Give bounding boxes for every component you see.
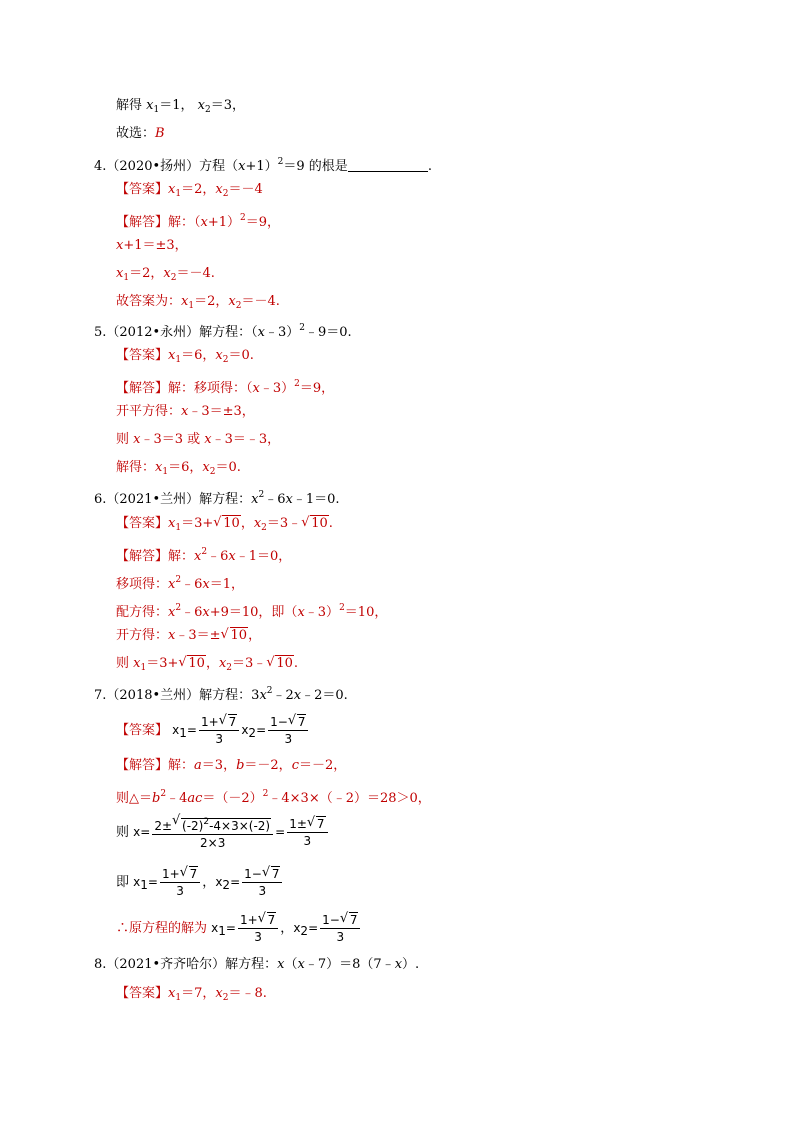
p6-stem: 6.（2021•兰州）解方程：$x^2﹣6x﹣1=0$.	[94, 490, 340, 507]
p6-solution-line-4: 开方得：x﹣3＝± √ 10，	[116, 626, 261, 646]
p5-solution-line-1: 【解答】解：移项得：（x﹣3）$^2$＝9，	[116, 379, 335, 396]
sqrt-symbol: √ 10	[178, 655, 205, 671]
p8-answer: 【答案】$x_1=7$，$x_2=﹣8$.	[116, 986, 267, 1003]
p8-stem: 8.（2021•齐齐哈尔）解方程：x（x﹣7）＝8（7﹣x）.	[94, 957, 420, 972]
sqrt-symbol: √ 10	[213, 515, 240, 531]
p4-solution-line-2: x+1＝±3，	[116, 238, 188, 253]
answer-tag: 【答案】	[116, 723, 169, 738]
p7-solution-line-5: ∴原方程的解为 $x_1=$ 1+ √ 7 3 ，$x_2=$ 1− √ 7 3	[116, 908, 362, 948]
p5-solution-line-4: 解得：$x_1=6$，$x_2=0$.	[116, 460, 241, 477]
fraction: 1− √ 7 3	[242, 866, 282, 899]
p6-solution-line-5: 则 $x_1=3+$ √ 10，$x_2=3﹣$ √ 10.	[116, 655, 298, 673]
sqrt-symbol: √ 10	[220, 627, 248, 643]
p4-solution-line-3: $x_1=2$，$x_2=-4$.	[116, 266, 215, 283]
p6-solution-line-2: 移项得：$x^2﹣6x=1$，	[116, 575, 244, 592]
answer-tag: 【答案】	[116, 348, 169, 363]
fraction: 1+ √ 7 3	[160, 866, 200, 899]
answer-blank	[348, 157, 428, 172]
p6-solution-line-3: 配方得：$x^2﹣6x+9=10$，即（x﹣3）$^2$＝10，	[116, 603, 388, 620]
p5-stem: 5.（2012•永州）解方程：（x﹣3）$^2$﹣9＝0.	[94, 323, 352, 340]
fraction: 1+ √ 7 3	[238, 912, 278, 945]
fraction: 1+ √ 7 3	[199, 714, 239, 747]
solution-tag: 【解答】	[116, 215, 169, 230]
fraction: 1− √ 7 3	[320, 912, 360, 945]
p3-solve-line: 解得 $x_1=1$， $x_2=3$，	[116, 98, 245, 115]
p7-stem: 7.（2018•兰州）解方程：$3x^2﹣2x﹣2=0$.	[94, 686, 348, 703]
p5-answer: 【答案】$x_1=6$，$x_2=0$.	[116, 348, 254, 365]
answer-tag: 【答案】	[116, 986, 169, 1001]
sqrt-symbol: √ 10	[301, 515, 328, 531]
p4-stem: 4.（2020•扬州）方程$(x+1)^2=9$ 的根是 .	[94, 157, 432, 174]
solution-tag: 【解答】	[116, 758, 169, 773]
solution-tag: 【解答】	[116, 381, 169, 396]
p4-solution-line-1: 【解答】解：$(x+1)^2=9$，	[116, 213, 281, 230]
p5-solution-line-3: 则 x﹣3＝3 或 x﹣3＝﹣3，	[116, 432, 281, 447]
answer-tag: 【答案】	[116, 182, 169, 197]
p4-answer: 【答案】$x_1=2$，$x_2=-4$	[116, 182, 263, 199]
answer-tag: 【答案】	[116, 516, 169, 531]
fraction: 1± √ 7 3	[287, 816, 327, 849]
p7-answer: 【答案】 $x_1=$ 1+ √ 7 3 $x_2=$ 1− √ 7 3	[116, 712, 310, 748]
p3-choice-line: 故选：B	[116, 126, 165, 141]
p7-solution-line-2: 则$\triangle=b^2﹣4ac=(-2)^2﹣4\times 3\times(﹣2)=28>0$，	[116, 789, 431, 806]
fraction: 1− √ 7 3	[268, 714, 308, 747]
p7-solution-line-3: 则 x= 2± √ $(-2)^2-4\times 3\times(-2)$ 2×3 = 1± √ 7 3	[116, 812, 330, 852]
solution-tag: 【解答】	[116, 549, 169, 564]
p7-solution-line-4: 即 $x_1=$ 1+ √ 7 3 ，$x_2=$ 1− √ 7 3	[116, 862, 284, 902]
p5-solution-line-2: 开平方得：x﹣3＝±3，	[116, 404, 255, 419]
fraction: 2± √ $(-2)^2-4\times 3\times(-2)$ 2×3	[152, 814, 273, 851]
p4-solution-line-4: 故答案为：$x_1=2$，$x_2=-4$.	[116, 294, 280, 311]
sqrt-symbol: √ 10	[266, 655, 293, 671]
p7-solution-line-1: 【解答】解：a＝3，b＝－2，c＝－2，	[116, 758, 347, 773]
p6-answer: 【答案】$x_1=3+$ √ 10，$x_2=3﹣$ √ 10.	[116, 515, 333, 533]
p6-solution-line-1: 【解答】解：$x^2﹣6x﹣1=0$，	[116, 547, 292, 564]
